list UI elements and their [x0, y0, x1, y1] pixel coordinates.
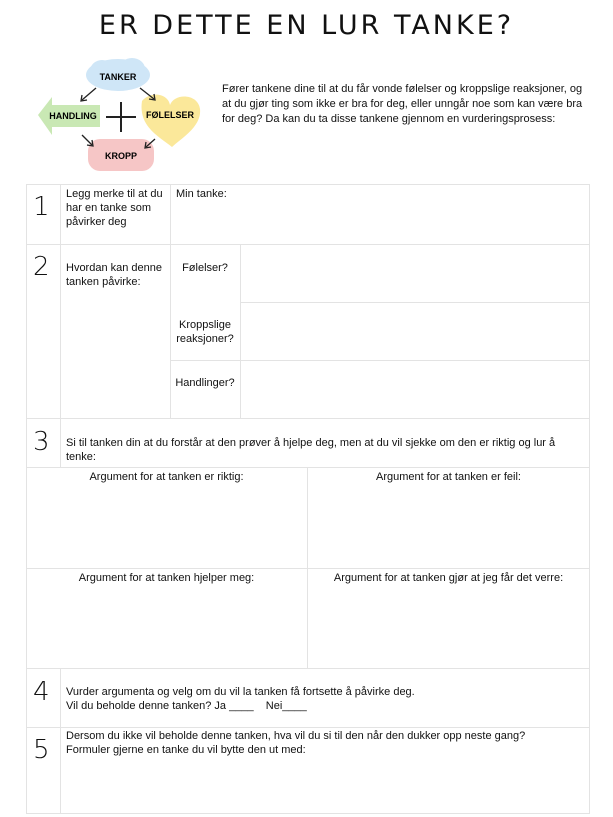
step-3-number: 3 [33, 427, 50, 457]
kroppslige-field[interactable] [241, 303, 589, 360]
argument-verre-field[interactable] [308, 585, 589, 668]
min-tanke-field[interactable] [171, 185, 589, 244]
folelser-field[interactable] [241, 245, 589, 302]
step-5-line-2: Formuler gjerne en tanke du vil bytte den ut med: [66, 744, 306, 756]
intro-text: Fører tankene dine til at du får vonde følelser og kroppslige reaksjoner, og at du gjør ting som ikke er bra for deg, eller unngår noe som kan være bra for deg? Da kan du ta disse tankene gjennom en vurderingsprosess: [222, 83, 583, 125]
kroppslige-label: Kroppslige reaksjoner? [176, 319, 234, 345]
argument-verre-label: Argument for at tanken gjør at jeg får det verre: [333, 572, 564, 584]
step-3-text: Si til tanken din at du forstår at den prøver å hjelpe deg, men at du vil sjekke om den er riktig og lur å tenke: [66, 437, 556, 463]
step-2-number: 2 [33, 252, 50, 282]
min-tanke-label: Min tanke: [176, 188, 227, 200]
step-4-number: 4 [33, 677, 50, 707]
step-4-line-1: Vurder argumenta og velg om du vil la tanken få fortsette å påvirke deg. [66, 686, 415, 698]
diagram-label-kropp: KROPP [104, 151, 138, 161]
thought-cycle-diagram [30, 55, 205, 180]
argument-hjelper-label: Argument for at tanken hjelper meg: [78, 572, 255, 584]
diagram-label-tanker: TANKER [99, 72, 137, 82]
handlinger-label: Handlinger? [175, 377, 235, 389]
argument-riktig-field[interactable] [27, 484, 307, 568]
diagram-label-folelser: FØLELSER [145, 110, 195, 120]
step-1-number: 1 [33, 192, 50, 222]
folelser-heart [142, 95, 201, 147]
argument-hjelper-field[interactable] [27, 585, 307, 668]
page-title: ER DETTE EN LUR TANKE? [98, 10, 515, 41]
argument-feil-field[interactable] [308, 484, 589, 568]
step-5-line-1: Dersom du ikke vil beholde denne tanken, hva vil du si til den når den dukker opp neste gang? [66, 730, 526, 742]
folelser-label: Følelser? [182, 262, 228, 274]
argument-riktig-label: Argument for at tanken er riktig: [89, 471, 244, 483]
new-thought-field[interactable] [61, 759, 589, 813]
step-2-text: Hvordan kan denne tanken påvirke: [66, 262, 163, 288]
step-1-text: Legg merke til at du har en tanke som påvirker deg [66, 188, 163, 228]
step-4-line-2: Vil du beholde denne tanken? Ja ____ Nei____ [66, 700, 307, 712]
diagram-label-handling: HANDLING [49, 111, 97, 121]
step-5-number: 5 [33, 735, 50, 765]
worksheet [26, 184, 590, 814]
handlinger-field[interactable] [241, 361, 589, 418]
argument-feil-label: Argument for at tanken er feil: [376, 471, 521, 483]
diagram-graphic [30, 55, 205, 180]
